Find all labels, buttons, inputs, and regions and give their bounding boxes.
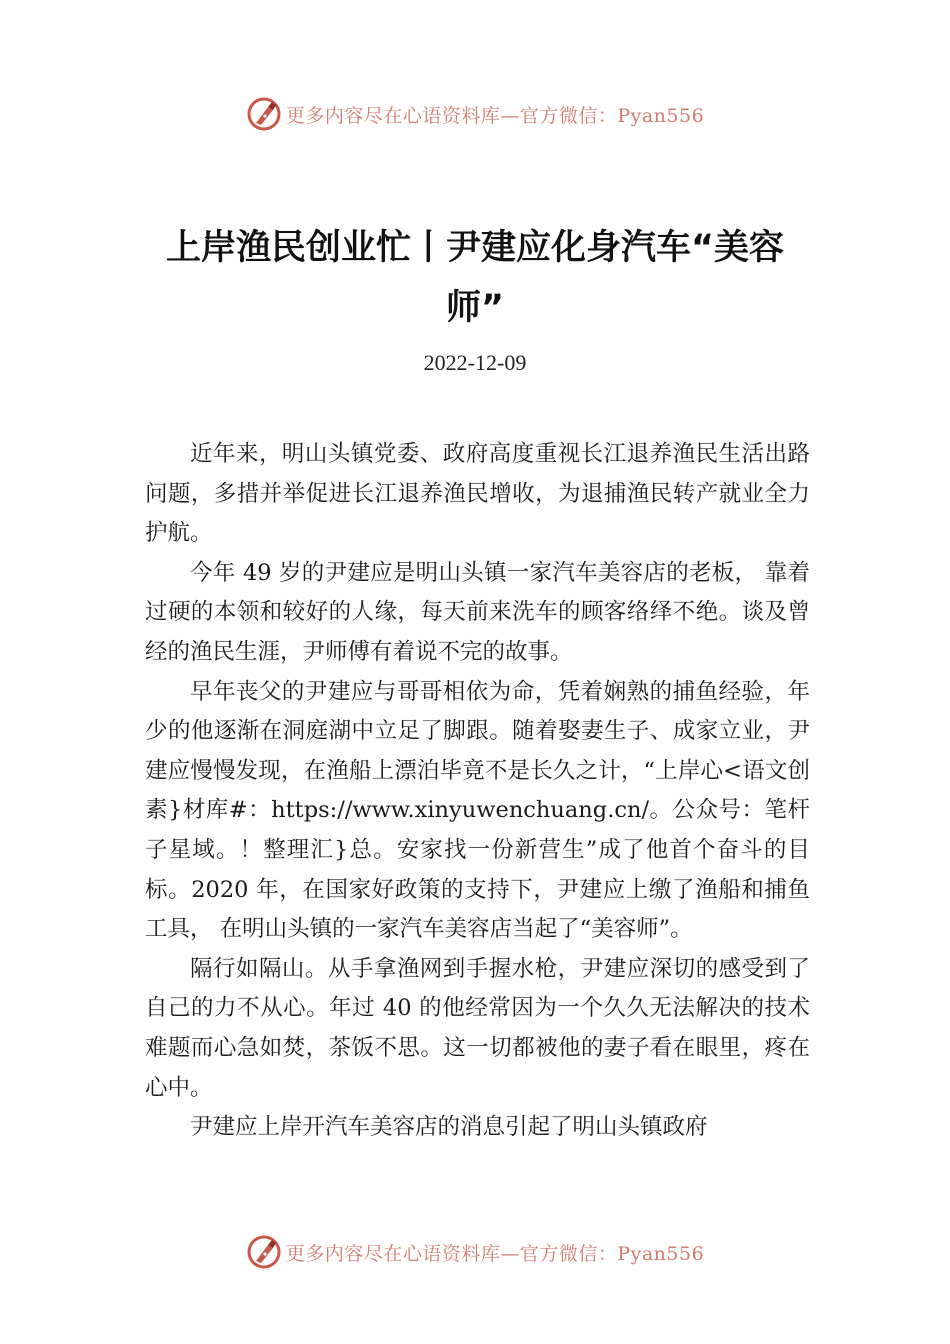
pen-nib-circle-icon	[246, 96, 282, 132]
watermark-banner-bottom	[0, 1232, 950, 1272]
article-date: 2022-12-09	[423, 350, 527, 375]
article-title: 上岸渔民创业忙丨尹建应化身汽车“美容师”	[165, 228, 784, 328]
watermark-banner-top	[0, 94, 950, 134]
paragraph: 早年丧父的尹建应与哥哥相依为命，凭着娴熟的捕鱼经验，年少的他逐渐在洞庭湖中立足了脚跟。随着娶妻生子、成家立业，尹建应慢慢发现，在渔船上漂泊毕竟不是长久之计，“上岸心<语文创素}材库#：https://www.xinyuwenchuang.cn/。公众号：笔杆子星域。！整理汇}总。安家找一份新营生”成了他首个奋斗的目标。2020 年，在国家好政策的支持下，尹建应上缴了渔船和捕鱼工具， 在明山头镇的一家汽车美容店当起了“美容师”。	[145, 678, 810, 943]
pen-nib-circle-icon	[246, 1234, 282, 1270]
article-body	[145, 435, 810, 1148]
paragraph: 隔行如隔山。从手拿渔网到手握水枪，尹建应深切的感受到了自己的力不从心。年过 40 的他经常因为一个久久无法解决的技术难题而心急如焚，茶饭不思。这一切都被他的妻子看在眼里，疼在心中。	[145, 955, 810, 1101]
paragraph: 尹建应上岸开汽车美容店的消息引起了明山头镇政府	[190, 1114, 708, 1141]
watermark-text: 更多内容尽在心语资料库—官方微信：Pyan556	[285, 104, 705, 127]
paragraph: 今年 49 岁的尹建应是明山头镇一家汽车美容店的老板， 靠着过硬的本领和较好的人缘，每天前来洗车的顾客络绎不绝。谈及曾经的渔民生涯，尹师傅有着说不完的故事。	[145, 559, 810, 665]
watermark-text: 更多内容尽在心语资料库—官方微信：Pyan556	[285, 1242, 705, 1265]
paragraph: 近年来，明山头镇党委、政府高度重视长江退养渔民生活出路问题，多措并举促进长江退养渔民增收，为退捕渔民转产就业全力护航。	[145, 441, 810, 547]
